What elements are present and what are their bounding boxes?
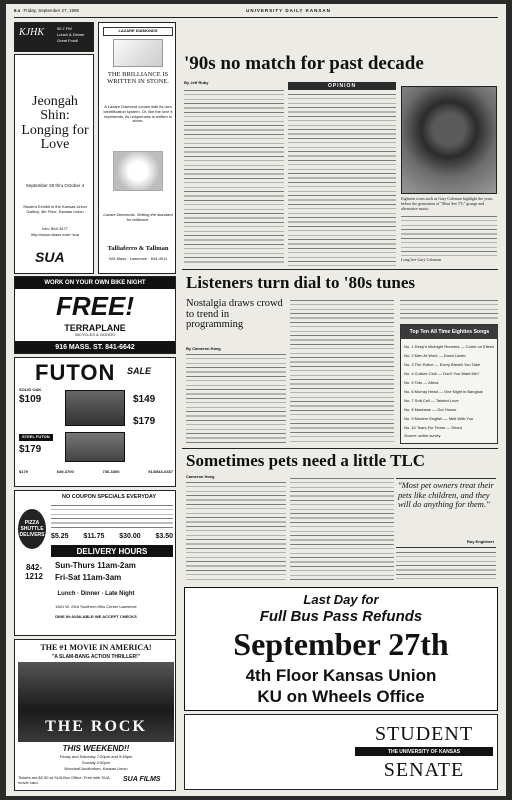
sua-logo: SUA <box>35 249 65 265</box>
radio-line1: 90.7 FM <box>57 26 72 31</box>
pizza-meals: Lunch · Dinner · Late Night <box>57 591 135 597</box>
top-ten-source: Source: online survey <box>404 434 441 438</box>
pizza-tagline: DINE IN·AVAILABLE·WE ACCEPT CHECKS <box>55 614 137 619</box>
lastday-line2: Full Bus Pass Refunds <box>259 608 423 625</box>
pizza-brand: PIZZA SHUTTLE DELIVERS <box>18 509 46 549</box>
lazare-tagline: Lazare Diamonds. Setting the standard for brilliance. <box>103 212 173 222</box>
pizza-address: 1601 W. 23rd Southern Hills Center Lawrence <box>55 604 137 609</box>
song-item: No. 1 Deep's Midnight Runners — Come on Eileen <box>404 344 495 349</box>
movie-sunday: Sunday 2:00pm <box>81 760 111 765</box>
song-item: No. 3 The Police — Every Breath You Take <box>404 362 481 367</box>
movie-title: THE #1 MOVIE IN AMERICA! <box>40 643 152 652</box>
lazare-diamonds-ad <box>98 22 176 274</box>
article1-headline: '90s no match for past decade <box>184 53 424 74</box>
futon-row-item: 649-4700 <box>56 469 74 474</box>
article2-rule <box>182 269 498 270</box>
futon-sale-ad <box>14 357 176 487</box>
jeweler-name: Talliaferro & Tallman <box>107 245 169 252</box>
song-item: No. 4 Culture Club — Don't You Want Me? <box>404 371 480 376</box>
pizza-sun-thu: Sun-Thurs 11am-2am <box>55 561 136 570</box>
article1-column-3 <box>401 216 497 256</box>
exhibit-dates: September 28 thru October 4 <box>25 183 85 188</box>
lastday-office: KU on Wheels Office <box>257 687 425 706</box>
jeweler-address: 926 Mass · Lawrence · 843-4011 <box>108 256 168 261</box>
radio-ad <box>14 22 94 52</box>
article1-column-2 <box>288 94 396 266</box>
folio-rule <box>14 17 498 18</box>
movie-film-name: THE ROCK <box>45 718 147 735</box>
song-item: No. 6 Murray Head — One Night in Bangkok <box>404 389 483 394</box>
student-senate-ad <box>184 714 498 790</box>
futon-row-item: 913/843-6337 <box>148 469 173 474</box>
movie-times: Friday and Saturday 7:00pm and 9:45pm <box>59 754 133 759</box>
article3-column-2 <box>290 478 394 582</box>
radio-line3: Great Food! <box>57 38 79 43</box>
song-item: No. 10 Tears For Fears — Shout <box>404 425 462 430</box>
futon-steel-photo <box>65 432 125 462</box>
newspaper-page <box>6 4 506 796</box>
lastday-location: 4th Floor Kansas Union <box>245 666 437 685</box>
article2-byline: By Cameron Hoeg <box>186 346 221 351</box>
futon-price-row <box>19 470 173 475</box>
pizza-specials <box>51 505 173 531</box>
opinion-label: OPINION <box>288 82 396 90</box>
article3-headline: Sometimes pets need a little TLC <box>186 451 426 470</box>
song-item: No. 5 Toto — Africa <box>404 380 439 385</box>
radio-station: KJHK <box>19 27 44 38</box>
lazare-brilliance: THE BRILLIANCE IS WRITTEN IN STONE. <box>107 71 169 86</box>
diamond-ring-image <box>113 151 163 191</box>
movie-fine-print: Tickets are $2.50 at SUA Box Office. Free with SUA movie card. <box>18 775 110 785</box>
bike-free: FREE! <box>56 291 134 321</box>
folio-date: Friday, September 27, 1996 <box>23 8 79 13</box>
gary-coleman-photo <box>401 86 497 194</box>
pizza-title: NO COUPON SPECIALS EVERYDAY <box>61 494 157 500</box>
futon-price2: $149 <box>133 394 156 405</box>
pizza-price: $3.50 <box>155 533 173 540</box>
bike-address: 916 MASS. ST. 841-6642 <box>15 341 175 353</box>
top-ten-box <box>400 324 498 444</box>
song-item: No. 2 Men At Work — Down Under <box>404 353 466 358</box>
article3-column-3 <box>396 552 496 582</box>
futon-price1: $109 <box>19 394 42 405</box>
article2-column-1 <box>186 354 286 444</box>
bike-header: WORK ON YOUR OWN BIKE NIGHT <box>15 277 175 289</box>
movie-venue: Woodruff Auditorium, Kansas Union <box>64 766 128 771</box>
bus-pass-refund-ad <box>184 587 498 711</box>
article3-byline: Cameron Hoeg <box>186 474 215 479</box>
pull-quote <box>396 478 496 548</box>
pizza-price: $11.75 <box>83 533 105 540</box>
lazare-body: A Lazare Diamond comes with its own identification system. Or, like the love it represents, its uniqueness is written in stone. <box>103 104 173 124</box>
futon-brand: FUTON <box>35 360 116 385</box>
article3-rule <box>182 448 498 449</box>
exhibit-title: Jeongah Shin: Longing for Love <box>21 94 89 152</box>
folio-paper-name: UNIVERSITY DAILY KANSAN <box>246 8 331 13</box>
senate-line2: THE UNIVERSITY OF KANSAS <box>355 747 493 756</box>
article1-column-1 <box>184 90 284 266</box>
senate-line1: STUDENT <box>374 723 474 745</box>
futon-solid-oak: SOLID OAK <box>19 387 42 392</box>
futon-photo <box>65 390 125 426</box>
pizza-price: $5.25 <box>51 533 69 540</box>
article2-headline: Listeners turn dial to '80s tunes <box>186 273 416 292</box>
futon-sale: SALE <box>127 366 152 376</box>
movie-weekend: THIS WEEKEND!! <box>62 744 130 753</box>
bike-shop: TERRAPLANE <box>64 323 126 333</box>
pizza-price: $30.00 <box>119 533 141 540</box>
radio-line2: Lunch & Dinner <box>57 32 85 37</box>
article3-column-1 <box>186 482 286 582</box>
lastday-date: September 27th <box>233 626 449 662</box>
futon-row-item: $179 <box>19 469 28 474</box>
futon-row-item: 736-3300 <box>102 469 120 474</box>
senate-line3: SENATE <box>383 759 465 781</box>
futon-steel: STEEL FUTON <box>19 434 53 441</box>
exhibit-url[interactable]: http://www.ukans.edu/~sua <box>31 232 79 237</box>
pizza-prices <box>51 533 173 540</box>
article2-column-2 <box>290 300 394 444</box>
lazare-title: LAZARE DIAMONDS <box>103 27 173 36</box>
movie-poster <box>18 662 174 742</box>
jeongah-exhibit-ad <box>14 54 94 274</box>
pull-quote-text: "Most pet owners treat their pets like children, and they will do anything for them." <box>398 480 494 510</box>
futon-steel-price: $179 <box>19 444 42 455</box>
article1-byline: By Jeff Ruby <box>184 80 209 85</box>
article2-column-3 <box>400 300 498 322</box>
pizza-fri-sat: Fri-Sat 11am-3am <box>55 573 122 582</box>
article1-endnote: Long live Gary Coleman. <box>401 257 442 262</box>
pizza-delivery: DELIVERY HOURS <box>51 545 173 557</box>
the-rock-movie-ad <box>14 639 176 791</box>
top-ten-title: Top Ten All Time Eighties Songs <box>401 325 498 339</box>
lastday-line1: Last Day for <box>303 592 379 607</box>
movie-subtitle: "A SLAM-BANG ACTION THRILLER!" <box>51 654 141 660</box>
song-item: No. 9 Modern English — Melt With You <box>404 416 474 421</box>
futon-price3: $179 <box>133 416 156 427</box>
song-item: No. 7 Soft Cell — Tainted Love <box>404 398 459 403</box>
pull-quote-name: Roy Englebert <box>466 539 494 545</box>
exhibit-venue: Student Exhibit in the Kansas Union Gallery, 4th Floor, Kansas Union <box>23 204 87 214</box>
bike-shop-sub: BICYCLES & GOODS <box>75 332 115 337</box>
pizza-phone[interactable]: 842-1212 <box>25 563 43 581</box>
page-number: 6a <box>14 8 22 13</box>
sua-films-logo: SUA FILMS <box>123 776 161 783</box>
folio-bar <box>14 8 498 16</box>
photo-caption: Eighteen icons such as Gary Coleman highlight the years before the generation of "Must See TV," grunge and alternative music. <box>401 196 493 211</box>
article2-subhead: Nostalgia draws crowd to trend in programming <box>186 298 283 331</box>
top-ten-list <box>404 342 496 432</box>
diamond-image <box>113 39 163 67</box>
exhibit-hours: Info: 864-3477 <box>42 226 68 231</box>
pizza-shuttle-ad <box>14 490 176 636</box>
song-item: No. 8 Madness — Our House <box>404 407 457 412</box>
bike-night-ad <box>14 276 176 354</box>
